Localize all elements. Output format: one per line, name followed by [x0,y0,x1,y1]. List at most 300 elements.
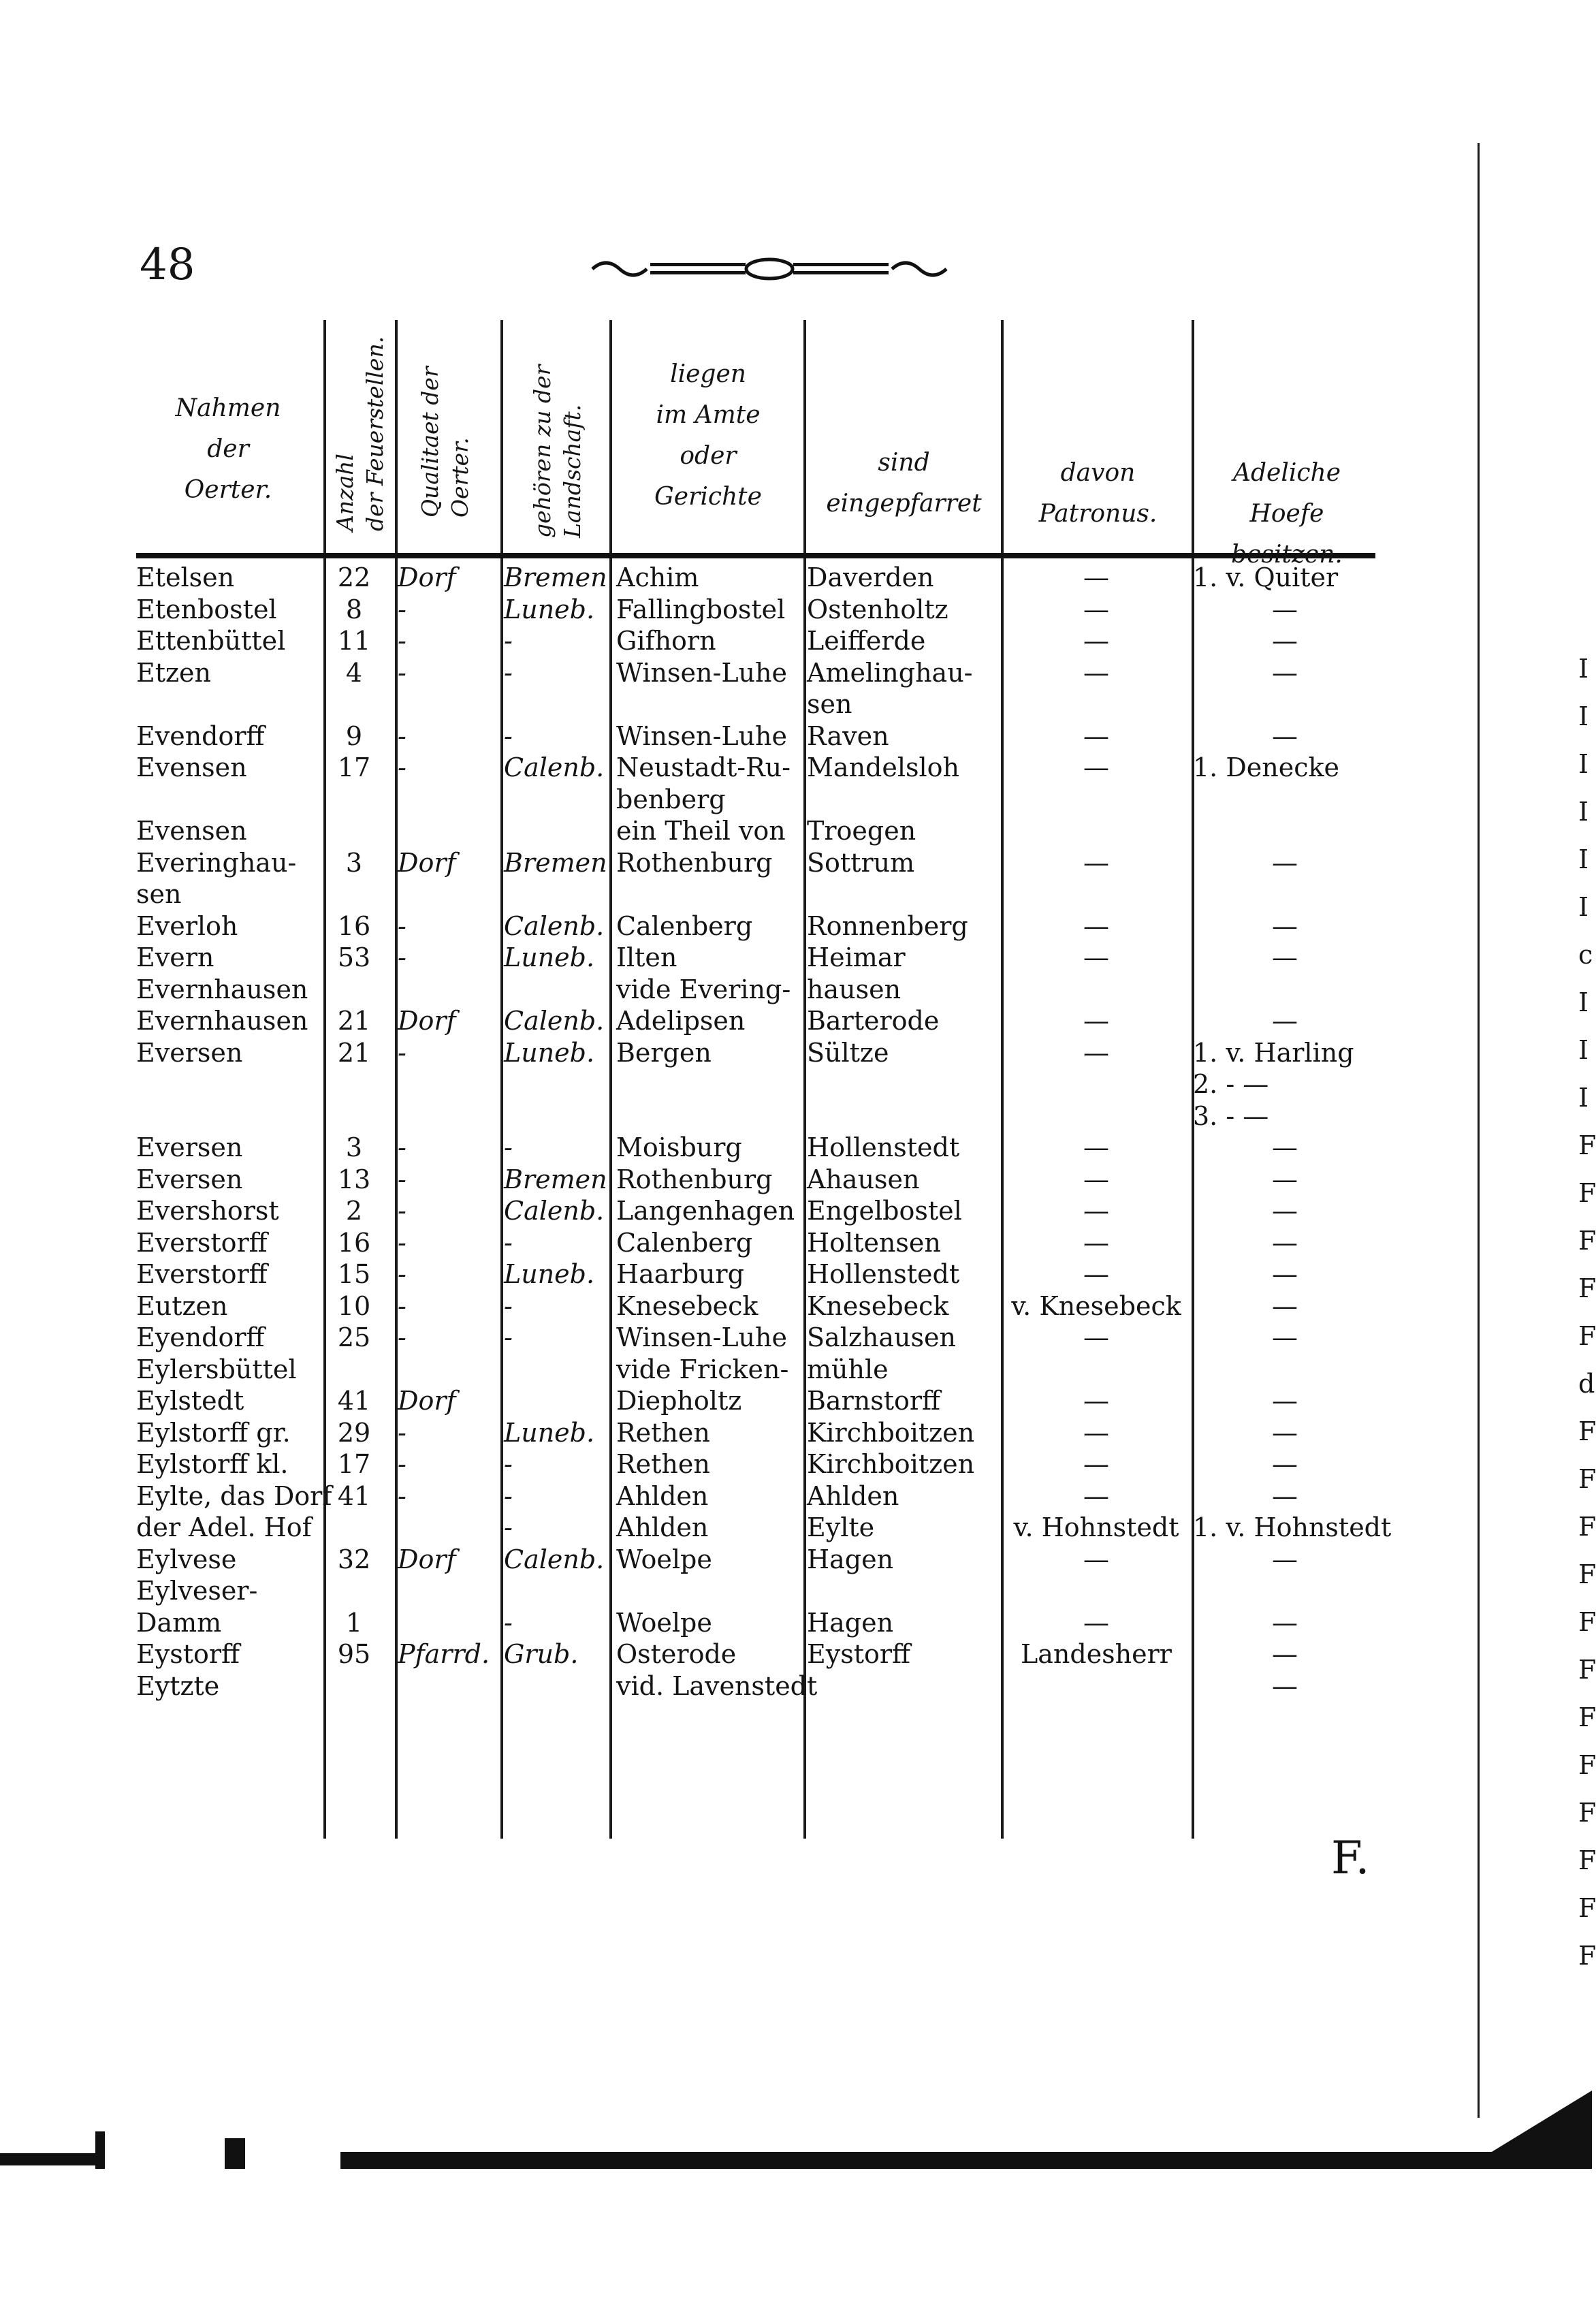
table-cell-province: - [504,1512,513,1542]
table-cell-amt: Rethen [616,1449,710,1479]
table-row [0,1290,1430,1322]
table-cell-province: Grub. [504,1639,579,1669]
table-cell-quality: - [398,657,406,688]
table-cell-patron: — [1083,1164,1109,1194]
edge-letter: F [1578,1273,1596,1303]
edge-letter: F [1578,1750,1596,1780]
table-cell-amt: benberg [616,784,726,814]
table-cell-parish: Holtensen [807,1227,941,1258]
table-cell-parish: Ahlden [807,1480,899,1511]
edge-letter: I [1578,749,1589,779]
table-row [0,1417,1430,1448]
table-cell-parish: Hagen [807,1607,894,1638]
table-cell-parish: Eylte [807,1512,875,1542]
table-row [0,847,1430,878]
table-cell-noble: — [1272,1164,1298,1194]
table-row [0,1227,1430,1258]
edge-letter: I [1578,1083,1589,1113]
edge-letter: F [1578,1845,1596,1875]
table-row [0,1575,1430,1606]
table-cell-province: Luneb. [504,1037,595,1068]
table-cell-noble: — [1272,594,1298,624]
table-cell-quality: - [398,1480,406,1511]
table-cell-noble: — [1272,657,1298,688]
table-cell-parish: Salzhausen [807,1322,956,1352]
table-cell-noble: — [1272,910,1298,941]
table-cell-quality: - [398,720,406,751]
table-cell-province: Calenb. [504,752,605,782]
table-cell-parish: Barterode [807,1006,940,1036]
table-cell-amt: Rothenburg [616,1164,773,1194]
table-cell-patron: v. Hohnstedt [1013,1512,1179,1542]
table-cell-province: - [504,1607,513,1638]
table-cell-name: Evern [136,942,214,972]
table-row [0,974,1430,1005]
table-cell-noble: — [1272,1322,1298,1352]
table-cell-noble: — [1272,1480,1298,1511]
table-cell-patron: — [1083,1006,1109,1036]
header-noble: Adeliche Hoefe besitzen. [1231,459,1343,569]
table-cell-parish: Ostenholtz [807,594,948,624]
edge-letter: F [1578,1464,1596,1494]
table-cell-patron: — [1083,1480,1109,1511]
table-cell-patron: — [1083,1607,1109,1638]
table-cell-count: 4 [345,657,363,688]
table-cell-count: 3 [345,1132,363,1162]
table-cell-amt: Woelpe [616,1607,712,1638]
table-cell-amt: Winsen-Luhe [616,720,787,751]
table-cell-name: Everloh [136,910,238,941]
table-cell-amt: vide Fricken- [616,1354,789,1384]
table-cell-parish: Eystorff [807,1639,911,1669]
table-cell-count: 16 [337,1227,371,1258]
table-cell-patron: — [1083,1259,1109,1289]
table-row [0,942,1430,973]
table-cell-province: - [504,720,513,751]
header-rule [136,553,1375,558]
table-cell-name: Eylersbüttel [136,1354,297,1384]
table-cell-parish: Troegen [807,816,916,846]
table-cell-quality: - [398,942,406,972]
table-cell-quality: - [398,1290,406,1321]
table-cell-name: Eylstedt [136,1386,244,1416]
table-cell-name: Eylvese [136,1544,237,1574]
table-cell-count: 41 [337,1386,371,1416]
header-names: Nahmen der Oerter. [175,394,281,504]
catchword: F. [1331,1832,1370,1884]
table-cell-count: 9 [345,720,363,751]
table-cell-count: 17 [337,752,371,782]
table-row [0,878,1430,910]
table-cell-name: Etzen [136,657,211,688]
edge-letter: F [1578,1321,1596,1351]
table-cell-noble: — [1272,626,1298,656]
table-cell-amt: Gifhorn [616,626,716,656]
table-row [0,1195,1430,1226]
table-cell-name: Eversen [136,1037,243,1068]
table-cell-name: Eylstorff gr. [136,1417,291,1448]
edge-letter: F [1578,1559,1596,1589]
table-cell-amt: Diepholtz [616,1386,742,1416]
table-cell-noble: — [1272,1417,1298,1448]
table-row [0,657,1430,688]
table-cell-noble: 1. v. Quiter [1193,562,1339,592]
table-cell-noble: — [1272,1607,1298,1638]
table-cell-province: - [504,626,513,656]
table-cell-noble: — [1272,1227,1298,1258]
table-cell-amt: Calenberg [616,910,753,941]
table-cell-parish: Sültze [807,1037,889,1068]
table-cell-parish: Sottrum [807,847,915,878]
table-cell-name: Eyendorff [136,1322,265,1352]
table-cell-patron: — [1083,657,1109,688]
table-cell-province: - [504,657,513,688]
table-cell-province: - [504,1322,513,1352]
table-cell-amt: Neustadt-Ru- [616,752,791,782]
table-row [0,1385,1430,1416]
table-cell-quality: - [398,1196,406,1226]
table-row [0,1480,1430,1512]
table-cell-province: Luneb. [504,1417,595,1448]
table-cell-name: Eystorff [136,1639,240,1669]
table-cell-name: Evernhausen [136,1006,308,1036]
table-cell-parish: Mandelsloh [807,752,960,782]
table-cell-patron: — [1083,847,1109,878]
table-row [0,1448,1430,1480]
table-cell-quality: Dorf [398,1006,456,1036]
table-row [0,815,1430,846]
table-cell-name: Eylstorff kl. [136,1449,289,1479]
table-cell-patron: — [1083,910,1109,941]
table-cell-quality: - [398,1132,406,1162]
table-cell-name: Eylveser- [136,1576,258,1606]
table-cell-noble: — [1272,1290,1298,1321]
table-cell-noble: — [1272,1544,1298,1574]
table-cell-quality: - [398,1164,406,1194]
table-cell-noble: 1. Denecke [1193,752,1340,782]
table-cell-province: Calenb. [504,910,605,941]
edge-letter: I [1578,797,1589,827]
table-row [0,1354,1430,1385]
table-cell-patron: — [1083,1227,1109,1258]
table-cell-noble: — [1272,1196,1298,1226]
table-cell-name: Etelsen [136,562,235,592]
table-cell-amt: Adelipsen [616,1006,746,1036]
table-cell-amt: Fallingbostel [616,594,786,624]
table-cell-count: 16 [337,910,371,941]
table-cell-amt: Ahlden [616,1512,709,1542]
edge-letter: I [1578,1035,1589,1065]
table-cell-count: 53 [337,942,371,972]
table-cell-quality: Dorf [398,562,456,592]
edge-letter: F [1578,1130,1596,1160]
header-parish: sind eingepfarret [826,449,982,518]
table-cell-quality: Dorf [398,847,456,878]
header-amt: liegen im Amte oder Gerichte [654,360,762,511]
table-cell-count: 3 [345,847,363,878]
table-cell-count: 8 [345,594,363,624]
table-cell-parish: Hollenstedt [807,1132,960,1162]
table-cell-name: Etenbostel [136,594,277,624]
table-cell-patron: Landesherr [1021,1639,1172,1669]
table-row [0,1068,1430,1100]
table-cell-quality: - [398,910,406,941]
table-cell-noble: — [1272,1132,1298,1162]
table-cell-parish: Engelbostel [807,1196,962,1226]
table-row [0,1005,1430,1036]
table-cell-count: 10 [337,1290,371,1321]
edge-letter: F [1578,1226,1596,1256]
table-cell-province: - [504,1227,513,1258]
table-cell-amt: Moisburg [616,1132,742,1162]
table-cell-amt: Bergen [616,1037,712,1068]
table-cell-patron: — [1083,1037,1109,1068]
table-cell-name: Evensen [136,816,247,846]
table-cell-province: - [504,1480,513,1511]
edge-letter: I [1578,701,1589,731]
edge-letter: F [1578,1893,1596,1923]
table-cell-count: 29 [337,1417,371,1448]
table-cell-amt: Langenhagen [616,1196,795,1226]
table-cell-parish: Barnstorff [807,1386,941,1416]
table-cell-name: Ettenbüttel [136,626,286,656]
edge-letter: F [1578,1416,1596,1446]
table-cell-count: 41 [337,1480,371,1511]
header-count: Anzahl der Feuerstellen. [332,336,388,531]
table-cell-amt: Calenberg [616,1227,753,1258]
table-cell-parish: Hagen [807,1544,894,1574]
table-cell-noble: — [1272,942,1298,972]
table-cell-amt: vide Evering- [616,974,791,1004]
table-cell-province: Bremen [504,847,607,878]
table-cell-count: 22 [337,562,371,592]
table-cell-amt: Achim [616,562,699,592]
table-cell-patron: — [1083,1322,1109,1352]
table-cell-patron: — [1083,626,1109,656]
table-cell-province: Luneb. [504,942,595,972]
table-cell-patron: — [1083,594,1109,624]
table-cell-quality: Pfarrd. [398,1639,490,1669]
table-row [0,752,1430,783]
table-cell-patron: — [1083,752,1109,782]
table-cell-quality: - [398,1322,406,1352]
table-cell-quality: - [398,626,406,656]
table-cell-parish: sen [807,689,852,719]
page-number: 48 [140,240,195,290]
scan-border [0,2131,1592,2179]
table-cell-name: Evendorff [136,720,265,751]
table-cell-name: sen [136,879,182,909]
edge-letter: F [1578,1512,1596,1542]
table-cell-name: Eylte, das Dorf [136,1480,332,1511]
table-cell-noble: — [1272,1639,1298,1669]
table-cell-noble: — [1272,1386,1298,1416]
table-cell-amt: Winsen-Luhe [616,657,787,688]
table-cell-parish: Ronnenberg [807,910,968,941]
table-cell-province: - [504,1290,513,1321]
table-cell-amt: Winsen-Luhe [616,1322,787,1352]
table-cell-parish: Kirchboitzen [807,1417,975,1448]
table-cell-quality: Dorf [398,1386,456,1416]
table-cell-patron: — [1083,720,1109,751]
table-cell-count: 17 [337,1449,371,1479]
table-row [0,562,1430,593]
table-cell-name: Eversen [136,1164,243,1194]
table-cell-parish: Amelinghau- [807,657,973,688]
table-row [0,1100,1430,1132]
table-row [0,1164,1430,1195]
table-cell-name: Eversen [136,1132,243,1162]
table-row [0,1544,1430,1575]
table-row [0,910,1430,942]
table-cell-amt: Rothenburg [616,847,773,878]
edge-letter: F [1578,1798,1596,1828]
table-cell-patron: — [1083,1132,1109,1162]
edge-letter: F [1578,1655,1596,1685]
table-cell-province: Calenb. [504,1006,605,1036]
table-cell-quality: - [398,1259,406,1289]
table-cell-patron: — [1083,942,1109,972]
table-cell-patron: — [1083,1386,1109,1416]
table-row [0,1258,1430,1290]
table-row [0,688,1430,720]
table-cell-quality: - [398,594,406,624]
table-cell-amt: Haarburg [616,1259,744,1289]
table-cell-patron: — [1083,562,1109,592]
table-cell-count: 13 [337,1164,371,1194]
table-cell-patron: — [1083,1449,1109,1479]
table-cell-amt: vid. Lavenstedt [616,1670,818,1701]
table-cell-province: Bremen [504,1164,607,1194]
header-quality: Qualitaet der Oerter. [417,366,473,518]
table-cell-patron: v. Knesebeck [1011,1290,1181,1321]
table-cell-noble: — [1272,1259,1298,1289]
table-cell-name: Everstorff [136,1227,268,1258]
table-cell-name: Evernhausen [136,974,308,1004]
table-cell-noble: — [1272,1670,1298,1701]
table-row [0,1670,1430,1702]
table-cell-amt: Woelpe [616,1544,712,1574]
table-cell-count: 1 [345,1607,363,1638]
edge-letter: c [1578,940,1593,970]
table-cell-noble: 3. - — [1193,1100,1269,1131]
table-cell-patron: — [1083,1417,1109,1448]
table-cell-count: 25 [337,1322,371,1352]
table-cell-patron: — [1083,1196,1109,1226]
edge-letter: F [1578,1178,1596,1208]
table-cell-quality: - [398,1037,406,1068]
table-row [0,1607,1430,1638]
edge-letter: I [1578,987,1589,1017]
table-row [0,1638,1430,1670]
table-cell-quality: - [398,1227,406,1258]
table-row [0,625,1430,656]
table-row [0,720,1430,752]
table-cell-count: 95 [337,1639,371,1669]
table-cell-amt: Osterode [616,1639,737,1669]
table-cell-parish: Ahausen [807,1164,920,1194]
table-cell-province: Calenb. [504,1544,605,1574]
table-cell-name: der Adel. Hof [136,1512,312,1542]
table-cell-noble: 1. v. Harling [1193,1037,1354,1068]
table-cell-count: 15 [337,1259,371,1289]
table-row [0,594,1430,625]
table-cell-amt: Knesebeck [616,1290,759,1321]
table-cell-count: 21 [337,1037,371,1068]
table-cell-noble: — [1272,1006,1298,1036]
table-cell-province: Bremen [504,562,607,592]
table-row [0,1512,1430,1543]
header-province: gehören zu der Landschaft. [529,364,586,538]
table-cell-quality: - [398,752,406,782]
table-row [0,1037,1430,1068]
table-row [0,1322,1430,1353]
edge-letter: I [1578,892,1589,922]
table-cell-count: 11 [337,626,371,656]
table-cell-parish: hausen [807,974,901,1004]
table-cell-parish: Raven [807,720,889,751]
page-edge-rule [1478,143,1480,2118]
table-cell-amt: Rethen [616,1417,710,1448]
table-cell-name: Everstorff [136,1259,268,1289]
table-cell-province: Luneb. [504,1259,595,1289]
table-cell-name: Eutzen [136,1290,228,1321]
table-cell-quality: - [398,1449,406,1479]
table-cell-name: Damm [136,1607,222,1638]
table-cell-parish: Knesebeck [807,1290,949,1321]
table-cell-name: Evershorst [136,1196,279,1226]
table-cell-parish: Daverden [807,562,934,592]
table-cell-noble: — [1272,847,1298,878]
table-cell-count: 2 [345,1196,363,1226]
table-cell-noble: — [1272,1449,1298,1479]
table-cell-name: Everinghau- [136,847,297,878]
table-cell-amt: Ahlden [616,1480,709,1511]
table-cell-province: Calenb. [504,1196,605,1226]
edge-letter: I [1578,844,1589,874]
edge-letter: d [1578,1369,1595,1399]
table-cell-count: 21 [337,1006,371,1036]
edge-letter: F [1578,1702,1596,1732]
table-cell-noble: 2. - — [1193,1069,1269,1099]
table-cell-province: - [504,1132,513,1162]
table-cell-quality: - [398,1417,406,1448]
table-cell-noble: 1. v. Hohnstedt [1193,1512,1392,1542]
header-patron: davon Patronus. [1038,459,1158,528]
table-cell-province: Luneb. [504,594,595,624]
table-cell-parish: Heimar [807,942,906,972]
edge-letter: I [1578,654,1589,684]
table-cell-count: 32 [337,1544,371,1574]
table-cell-parish: Kirchboitzen [807,1449,975,1479]
table-cell-quality: Dorf [398,1544,456,1574]
table-cell-parish: Leifferde [807,626,926,656]
table-row [0,784,1430,815]
edge-letter: F [1578,1941,1596,1971]
edge-letter: F [1578,1607,1596,1637]
ornament-rule [586,252,953,286]
table-cell-patron: — [1083,1544,1109,1574]
table-cell-noble: — [1272,720,1298,751]
table-cell-name: Eytzte [136,1670,220,1701]
table-cell-name: Evensen [136,752,247,782]
table-cell-parish: Hollenstedt [807,1259,960,1289]
table-row [0,1132,1430,1163]
table-cell-parish: mühle [807,1354,889,1384]
table-cell-province: - [504,1449,513,1479]
table-cell-amt: Ilten [616,942,677,972]
table-cell-amt: ein Theil von [616,816,786,846]
